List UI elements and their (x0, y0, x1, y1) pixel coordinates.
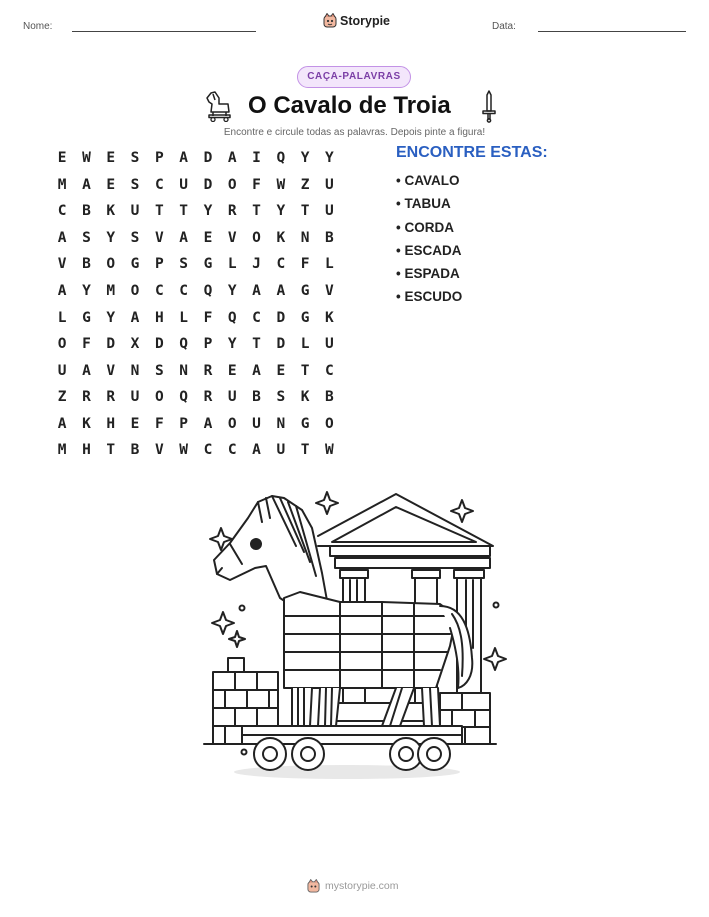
grid-letter[interactable]: V (106, 362, 116, 379)
grid-letter[interactable]: N (276, 415, 286, 432)
grid-row (50, 251, 342, 278)
grid-letter[interactable]: P (154, 256, 164, 273)
grid-letter[interactable]: M (106, 283, 116, 299)
grid-letter[interactable]: Y (227, 283, 237, 299)
grid-letter[interactable]: T (252, 336, 261, 353)
grid-letter[interactable]: K (106, 203, 116, 220)
grid-letter[interactable]: G (130, 256, 140, 273)
grid-letter[interactable]: E (276, 362, 286, 379)
grid-letter[interactable]: A (57, 229, 67, 246)
grid-letter[interactable]: B (130, 442, 140, 459)
grid-letter[interactable]: O (154, 389, 164, 406)
grid-letter[interactable]: W (82, 150, 91, 167)
grid-letter[interactable]: Y (325, 150, 334, 167)
grid-letter[interactable]: U (325, 203, 334, 220)
sword-icon (480, 89, 498, 123)
grid-letter[interactable]: G (203, 256, 213, 273)
grid-letter[interactable]: B (325, 229, 334, 246)
grid-letter[interactable]: T (154, 203, 164, 220)
grid-row (50, 198, 342, 225)
grid-letter[interactable]: M (57, 176, 67, 193)
grid-letter[interactable]: N (179, 362, 188, 379)
grid-letter[interactable]: U (57, 362, 67, 379)
grid-row (50, 225, 342, 252)
grid-letter[interactable]: T (300, 442, 310, 459)
date-line (538, 31, 686, 32)
grid-letter[interactable]: S (130, 229, 140, 246)
grid-letter[interactable]: P (179, 415, 188, 432)
grid-letter[interactable]: A (82, 176, 91, 193)
grid-letter[interactable]: H (82, 442, 91, 459)
grid-letter[interactable]: A (203, 415, 213, 432)
grid-letter[interactable]: V (57, 256, 67, 273)
grid-letter[interactable]: F (154, 415, 164, 432)
grid-letter[interactable]: S (130, 176, 140, 193)
grid-letter[interactable]: D (276, 336, 286, 353)
grid-letter[interactable]: Y (300, 150, 310, 167)
grid-letter[interactable]: D (154, 336, 164, 353)
word-list-item: • ESCUDO (396, 289, 463, 305)
grid-letter[interactable]: B (82, 256, 91, 273)
grid-letter[interactable]: W (325, 442, 334, 459)
grid-letter[interactable]: A (179, 150, 188, 167)
grid-letter[interactable]: Y (106, 229, 116, 246)
grid-letter[interactable]: P (154, 150, 164, 167)
brand-logo (323, 13, 390, 28)
grid-letter[interactable]: A (252, 442, 261, 459)
grid-letter[interactable]: G (300, 309, 310, 326)
grid-letter[interactable]: R (203, 389, 213, 406)
category-badge: CAÇA-PALAVRAS (297, 66, 411, 88)
grid-letter[interactable]: F (203, 309, 213, 326)
grid-letter[interactable]: A (179, 229, 188, 246)
trojan-horse-illustration (200, 488, 510, 780)
grid-letter[interactable]: E (227, 362, 237, 379)
word-list-item: • ESCADA (396, 242, 462, 258)
grid-row (50, 331, 342, 358)
grid-letter[interactable]: G (300, 415, 310, 432)
grid-letter[interactable]: V (325, 283, 334, 299)
grid-letter[interactable]: A (130, 309, 140, 326)
grid-letter[interactable]: W (179, 442, 188, 459)
grid-letter[interactable]: S (130, 150, 140, 167)
grid-letter[interactable]: Y (227, 336, 237, 353)
grid-letter[interactable]: A (276, 283, 286, 299)
footer-url: mystorypie.com (325, 880, 399, 892)
grid-row (50, 278, 342, 305)
grid-letter[interactable]: C (325, 362, 334, 379)
title-row (0, 89, 709, 125)
storypie-logo-icon (323, 13, 337, 28)
grid-letter[interactable]: B (325, 389, 334, 406)
grid-letter[interactable]: C (252, 309, 261, 326)
word-list-item: • CAVALO (396, 173, 460, 188)
grid-letter[interactable]: U (227, 389, 237, 406)
name-line (72, 31, 256, 32)
grid-row (50, 304, 342, 331)
grid-letter[interactable]: V (227, 229, 237, 246)
grid-letter[interactable]: V (154, 229, 164, 246)
grid-letter[interactable]: Q (227, 309, 237, 326)
grid-letter[interactable]: U (252, 415, 261, 432)
grid-letter[interactable]: U (325, 336, 334, 353)
grid-letter[interactable]: O (325, 415, 334, 432)
page-title: O Cavalo de Troia (248, 92, 451, 119)
grid-letter[interactable]: O (106, 256, 116, 273)
grid-row (50, 145, 342, 172)
word-list (396, 170, 462, 310)
grid-letter[interactable]: N (130, 362, 140, 379)
grid-letter[interactable]: M (57, 442, 67, 459)
grid-letter[interactable]: H (154, 309, 164, 326)
grid-letter[interactable]: U (179, 176, 188, 193)
grid-letter[interactable]: Z (57, 389, 67, 406)
grid-letter[interactable]: C (154, 176, 164, 193)
grid-letter[interactable]: E (106, 176, 116, 193)
grid-row (50, 172, 342, 199)
grid-letter[interactable]: U (325, 176, 334, 193)
grid-letter[interactable]: S (154, 362, 164, 379)
grid-letter[interactable]: Y (276, 203, 286, 220)
grid-letter[interactable]: L (179, 309, 188, 326)
grid-letter[interactable]: C (227, 442, 237, 459)
grid-letter[interactable]: D (276, 309, 286, 326)
grid-letter[interactable]: J (252, 256, 261, 273)
grid-letter[interactable]: S (179, 256, 188, 273)
grid-letter[interactable]: T (252, 203, 261, 220)
grid-letter[interactable]: A (227, 150, 237, 167)
grid-letter[interactable]: Y (82, 283, 91, 299)
word-list-item: • ESPADA (396, 266, 460, 282)
grid-letter[interactable]: E (130, 415, 140, 432)
grid-letter[interactable]: Q (179, 389, 188, 406)
grid-letter[interactable]: Q (203, 283, 213, 299)
grid-letter[interactable]: O (227, 176, 237, 193)
grid-letter[interactable]: B (252, 389, 261, 406)
grid-letter[interactable]: F (252, 176, 261, 193)
grid-letter[interactable]: Y (203, 203, 213, 220)
grid-letter[interactable]: E (106, 150, 116, 167)
grid-letter[interactable]: T (106, 442, 116, 459)
grid-letter[interactable]: L (227, 256, 237, 273)
grid-letter[interactable]: O (252, 229, 261, 246)
word-list-title: ENCONTRE ESTAS: (396, 144, 548, 161)
grid-letter[interactable]: Q (179, 336, 188, 353)
grid-letter[interactable]: T (179, 203, 188, 220)
grid-letter[interactable]: L (300, 336, 310, 353)
grid-letter[interactable]: L (57, 309, 67, 326)
storypie-logo-icon (307, 879, 320, 893)
word-list-item: • CORDA (396, 219, 454, 235)
grid-letter[interactable]: F (82, 336, 91, 353)
grid-letter[interactable]: R (82, 389, 91, 406)
grid-letter[interactable]: Q (276, 150, 286, 167)
grid-letter[interactable]: O (130, 283, 140, 299)
horse-icon (204, 90, 234, 122)
grid-letter[interactable]: D (203, 176, 213, 193)
grid-letter[interactable]: T (300, 203, 310, 220)
grid-row (50, 437, 342, 464)
grid-letter[interactable]: W (276, 176, 286, 193)
word-search-grid (50, 145, 342, 464)
grid-letter[interactable]: K (325, 309, 334, 326)
grid-letter[interactable]: C (203, 442, 213, 459)
grid-letter[interactable]: Y (106, 309, 116, 326)
grid-letter[interactable]: H (106, 415, 116, 432)
grid-letter[interactable]: R (227, 203, 237, 220)
grid-letter[interactable]: R (203, 362, 213, 379)
grid-letter[interactable]: C (154, 283, 164, 299)
grid-letter[interactable]: N (300, 229, 310, 246)
grid-letter[interactable]: O (57, 336, 67, 353)
grid-letter[interactable]: C (57, 203, 67, 220)
grid-row (50, 410, 342, 437)
grid-letter[interactable]: E (203, 229, 213, 246)
grid-letter[interactable]: I (252, 150, 261, 167)
grid-letter[interactable]: C (276, 256, 286, 273)
grid-letter[interactable]: A (57, 283, 67, 299)
grid-letter[interactable]: A (252, 283, 261, 299)
grid-letter[interactable]: S (276, 389, 286, 406)
grid-letter[interactable]: X (130, 336, 140, 353)
footer (307, 879, 399, 893)
grid-letter[interactable]: V (154, 442, 164, 459)
grid-letter[interactable]: L (325, 256, 334, 273)
grid-letter[interactable]: S (82, 229, 91, 246)
grid-letter[interactable]: G (82, 309, 91, 326)
grid-letter[interactable]: K (276, 229, 286, 246)
grid-letter[interactable]: B (82, 203, 91, 220)
grid-letter[interactable]: U (276, 442, 286, 459)
grid-letter[interactable]: A (252, 362, 261, 379)
grid-letter[interactable]: A (57, 415, 67, 432)
grid-letter[interactable]: K (300, 389, 310, 406)
grid-letter[interactable]: O (227, 415, 237, 432)
grid-letter[interactable]: E (57, 150, 67, 167)
grid-letter[interactable]: D (106, 336, 116, 353)
grid-letter[interactable]: F (300, 256, 310, 273)
grid-letter[interactable]: G (300, 283, 310, 299)
grid-letter[interactable]: A (82, 362, 91, 379)
grid-letter[interactable]: P (203, 336, 213, 353)
date-label: Data: (492, 21, 516, 32)
instructions: Encontre e circule todas as palavras. Depois pinte a figura! (223, 127, 486, 138)
name-label: Nome: (23, 21, 53, 32)
grid-letter[interactable]: T (300, 362, 310, 379)
grid-letter[interactable]: R (106, 389, 116, 406)
word-list-item: • TABUA (396, 196, 451, 212)
grid-letter[interactable]: C (179, 283, 188, 299)
grid-letter[interactable]: Z (300, 176, 310, 193)
grid-row (50, 384, 342, 411)
grid-letter[interactable]: U (130, 203, 140, 220)
grid-letter[interactable]: K (82, 415, 91, 432)
grid-letter[interactable]: D (203, 150, 213, 167)
brand-name: Storypie (340, 13, 391, 28)
grid-row (50, 357, 342, 384)
grid-letter[interactable]: U (130, 389, 140, 406)
